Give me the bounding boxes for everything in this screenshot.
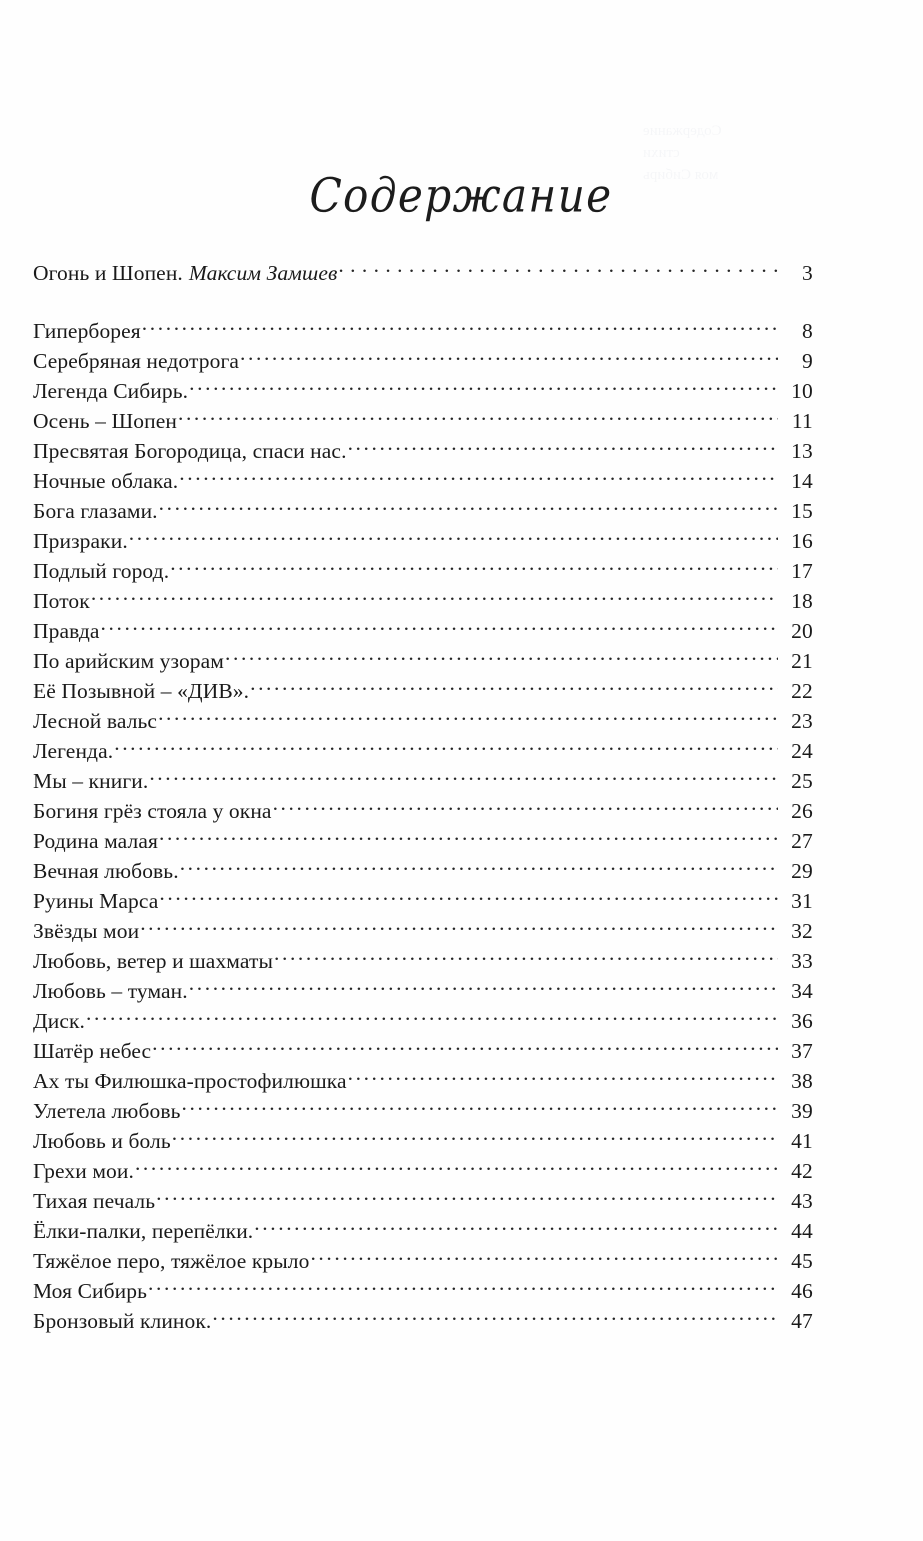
dot-leader (182, 1097, 779, 1119)
dot-leader (254, 1217, 778, 1239)
dot-leader (240, 347, 778, 369)
toc-entry-label: Поток (33, 589, 90, 613)
toc-entry-page-number: 38 (791, 1069, 813, 1093)
dot-leader (170, 557, 778, 579)
toc-entry-label: Её Позывной – «ДИВ». (33, 679, 250, 703)
toc-entry[interactable] (33, 976, 813, 1006)
toc-entry-page-number: 14 (791, 469, 813, 493)
toc-entry-label: Правда (33, 619, 100, 643)
toc-entry[interactable] (33, 496, 813, 526)
dot-leader (179, 467, 778, 489)
toc-entry[interactable] (33, 856, 813, 886)
toc-entry-label: Любовь – туман. (33, 979, 188, 1003)
toc-entry-label: Моя Сибирь (33, 1279, 148, 1303)
toc-entry-label: Тяжёлое перо, тяжёлое крыло (33, 1249, 310, 1273)
toc-entry-label: Пресвятая Богородица, спаси нас. (33, 439, 347, 463)
toc-entry-label: Бога глазами. (33, 499, 158, 523)
toc-entry-page-number: 25 (791, 769, 813, 793)
toc-entry-label: Осень – Шопен (33, 409, 177, 433)
toc-entries-container (33, 316, 813, 1336)
toc-entry-page-number: 11 (791, 409, 813, 433)
toc-entry-page-number: 18 (791, 589, 813, 613)
toc-entry[interactable] (33, 586, 813, 616)
toc-entry[interactable] (33, 706, 813, 736)
toc-entry[interactable] (33, 466, 813, 496)
page-title: Содержание (309, 168, 614, 223)
toc-entry[interactable] (33, 946, 813, 976)
toc-entry-page-number: 16 (791, 529, 813, 553)
toc-entry-label: Серебряная недотрога (33, 349, 240, 373)
toc-entry-label: Любовь и боль (33, 1129, 171, 1153)
toc-entry-label: Любовь, ветер и шахматы (33, 949, 273, 973)
toc-entry-page-number: 31 (791, 889, 813, 913)
toc-entry-page-number: 39 (791, 1099, 813, 1123)
dot-leader (114, 737, 778, 759)
dot-leader (338, 259, 778, 281)
toc-entry-page-number: 34 (791, 979, 813, 1003)
dot-leader (180, 857, 778, 879)
toc-entry-page-number: 8 (802, 319, 813, 343)
toc-entry-page-number: 33 (791, 949, 813, 973)
toc-entry[interactable] (33, 1276, 813, 1306)
toc-entry[interactable] (33, 1216, 813, 1246)
toc-entry-label: Ночные облака. (33, 469, 179, 493)
toc-entry-label: Улетела любовь (33, 1099, 181, 1123)
dot-leader (156, 1187, 778, 1209)
toc-entry-label: Бронзовый клинок. (33, 1309, 212, 1333)
toc-entry-label: Легенда. (33, 739, 114, 763)
toc-entry-page-number: 47 (791, 1309, 813, 1333)
toc-entry-label: Родина малая (33, 829, 158, 853)
toc-entry[interactable] (33, 1306, 813, 1336)
toc-entry-label: Шатёр небес (33, 1039, 152, 1063)
toc-entry-page-number: 22 (791, 679, 813, 703)
toc-entry-label: Диск. (33, 1009, 86, 1033)
toc-entry[interactable] (33, 1096, 813, 1126)
toc-entry-page-number: 20 (791, 619, 813, 643)
dot-leader (274, 947, 778, 969)
toc-entry-page-number: 24 (791, 739, 813, 763)
toc-entry-page-number: 26 (791, 799, 813, 823)
toc-entry-page-number: 17 (791, 559, 813, 583)
toc-entry[interactable] (33, 556, 813, 586)
toc-entry-page-number: 9 (802, 349, 813, 373)
toc-entry[interactable] (33, 346, 813, 376)
dot-leader (129, 527, 778, 549)
toc-entry-label: Богиня грёз стояла у окна (33, 799, 272, 823)
toc-entry[interactable] (33, 526, 813, 556)
toc-entry[interactable] (33, 436, 813, 466)
toc-entry-label: Легенда Сибирь. (33, 379, 189, 403)
dot-leader (135, 1157, 778, 1179)
toc-entry[interactable] (33, 796, 813, 826)
toc-entry[interactable] (33, 736, 813, 766)
toc-entry-label: Подлый город. (33, 559, 170, 583)
toc-entry[interactable] (33, 1246, 813, 1276)
toc-entry-page-number: 29 (791, 859, 813, 883)
dot-leader (348, 1067, 778, 1089)
toc-entry[interactable] (33, 676, 813, 706)
dot-leader (172, 1127, 778, 1149)
toc-entry-page-number: 46 (791, 1279, 813, 1303)
dot-leader (149, 767, 778, 789)
toc-entry-foreword[interactable] (33, 258, 813, 288)
toc-entry[interactable] (33, 316, 813, 346)
toc-entry-page-number: 43 (791, 1189, 813, 1213)
dot-leader (148, 1277, 778, 1299)
toc-entry-label: Грехи мои. (33, 1159, 134, 1183)
toc-entry[interactable] (33, 1036, 813, 1066)
toc-entry-label: Огонь и Шопен. (33, 261, 183, 285)
toc-entry-page-number: 41 (791, 1129, 813, 1153)
toc-entry-page-number: 13 (791, 439, 813, 463)
dot-leader (158, 707, 778, 729)
toc-entry-page-number: 10 (791, 379, 813, 403)
toc-entry-page-number: 45 (791, 1249, 813, 1273)
toc-entry-label: Ёлки-палки, перепёлки. (33, 1219, 254, 1243)
dot-leader (140, 917, 778, 939)
dot-leader (86, 1007, 778, 1029)
dot-leader (310, 1247, 778, 1269)
dot-leader (348, 437, 778, 459)
toc-entry-page-number: 27 (791, 829, 813, 853)
dot-leader (159, 497, 778, 519)
toc-entry[interactable] (33, 766, 813, 796)
toc-entry-page-number: 21 (791, 649, 813, 673)
toc-entry-label: Ах ты Филюшка-простофилюшка (33, 1069, 347, 1093)
toc-entry-label: Звёзды мои (33, 919, 140, 943)
dot-leader (152, 1037, 778, 1059)
toc-entry[interactable] (33, 616, 813, 646)
dot-leader (101, 617, 778, 639)
toc-entry[interactable] (33, 1006, 813, 1036)
toc-entry-page-number: 36 (791, 1009, 813, 1033)
dot-leader (189, 377, 778, 399)
toc-entry[interactable] (33, 1156, 813, 1186)
toc-entry-page-number: 37 (791, 1039, 813, 1063)
toc-entry-label: Тихая печаль (33, 1189, 156, 1213)
toc-entry-page-number: 44 (791, 1219, 813, 1243)
toc-entry-label: Лесной вальс (33, 709, 158, 733)
dot-leader (142, 317, 778, 339)
toc-entry[interactable] (33, 916, 813, 946)
toc-entry-label: Призраки. (33, 529, 128, 553)
toc-entry[interactable] (33, 376, 813, 406)
toc-entry-label: Гиперборея (33, 319, 141, 343)
toc-entry-page-number: 3 (802, 261, 813, 285)
dot-leader (212, 1307, 778, 1329)
toc-entry-page-number: 23 (791, 709, 813, 733)
toc-entry-label: Мы – книги. (33, 769, 149, 793)
toc-entry-label: Руины Марса (33, 889, 159, 913)
dot-leader (273, 797, 778, 819)
toc-entry[interactable] (33, 886, 813, 916)
toc-entry-label: По арийским узорам (33, 649, 224, 673)
toc-entry-author: Максим Замшев (188, 261, 338, 285)
toc-entry[interactable] (33, 826, 813, 856)
dot-leader (250, 677, 778, 699)
toc-list (33, 258, 813, 1336)
dot-leader (159, 827, 778, 849)
toc-entry-page-number: 32 (791, 919, 813, 943)
toc-entry[interactable] (33, 406, 813, 436)
toc-entry[interactable] (33, 1066, 813, 1096)
dot-leader (189, 977, 778, 999)
toc-entry-page-number: 42 (791, 1159, 813, 1183)
toc-entry[interactable] (33, 646, 813, 676)
dot-leader (225, 647, 778, 669)
toc-entry-page-number: 15 (791, 499, 813, 523)
dot-leader (91, 587, 778, 609)
dot-leader (159, 887, 778, 909)
toc-entry[interactable] (33, 1126, 813, 1156)
dot-leader (178, 407, 778, 429)
toc-entry[interactable] (33, 1186, 813, 1216)
toc-entry-label: Вечная любовь. (33, 859, 179, 883)
